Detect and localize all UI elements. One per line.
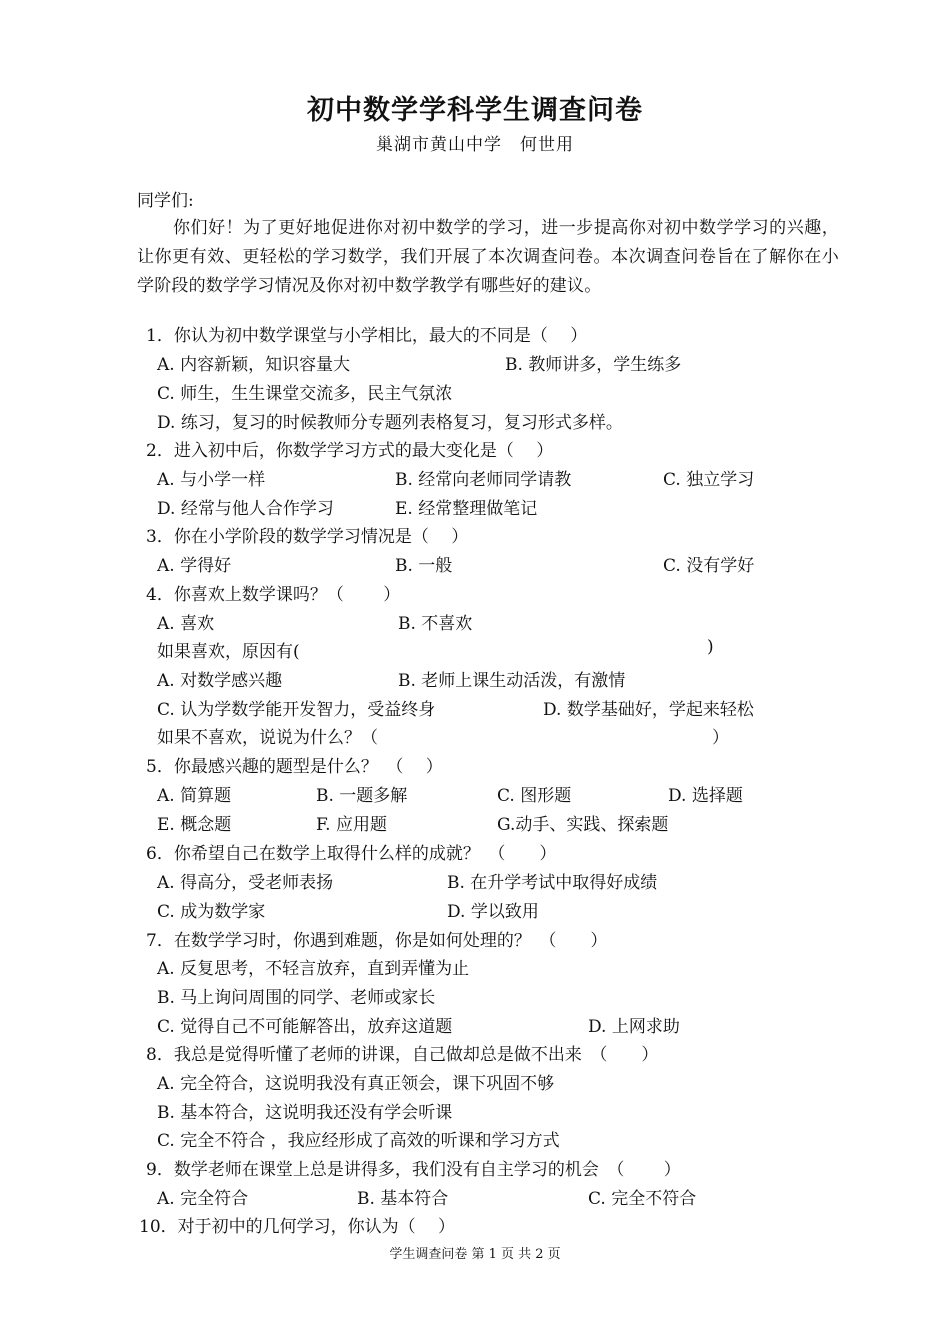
q7-option-c: C. 觉得自己不可能解答出，放弃这道题 [157, 1017, 453, 1037]
q3-option-c: C. 没有学好 [663, 556, 755, 576]
greeting: 同学们: [137, 191, 194, 211]
question-6: 6．你希望自己在数学上取得什么样的成就？ （ ） [146, 844, 557, 864]
intro-paragraph: 你们好！为了更好地促进你对初中数学的学习，进一步提高你对初中数学学习的兴趣，让你更有效、更轻松的学习数学，我们开展了本次调查问卷。本次调查问卷旨在了解你在小学阶段的数学学习情况及你对初中数学教学有哪些好的建议。 [137, 218, 839, 296]
q4-option-b: B. 不喜欢 [398, 614, 473, 634]
q1-option-c: C. 师生，生生课堂交流多，民主气氛浓 [157, 384, 453, 404]
q4-like-option-d: D. 数学基础好，学起来轻松 [543, 700, 754, 720]
author-line: 巢湖市黄山中学 何世用 [376, 135, 574, 155]
q5-option-e: E. 概念题 [157, 815, 232, 835]
q3-option-a: A. 学得好 [157, 556, 232, 576]
question-9: 9．数学老师在课堂上总是讲得多，我们没有自主学习的机会 （ ） [146, 1160, 681, 1180]
q1-option-b: B. 教师讲多，学生练多 [505, 355, 682, 375]
q4-like-option-b: B. 老师上课生动活泼，有激情 [398, 671, 626, 691]
question-3: 3．你在小学阶段的数学学习情况是（ ） [146, 527, 469, 547]
q5-option-a: A. 简算题 [157, 786, 232, 806]
question-4: 4．你喜欢上数学课吗？（ ） [146, 585, 401, 605]
q4-dislike-close: ） [712, 728, 729, 748]
q5-option-f: F. 应用题 [316, 815, 387, 835]
q6-option-a: A. 得高分，受老师表扬 [157, 873, 334, 893]
q5-option-d: D. 选择题 [668, 786, 743, 806]
q1-option-a: A. 内容新颖，知识容量大 [157, 355, 351, 375]
q8-option-b: B. 基本符合，这说明我还没有学会听课 [157, 1103, 453, 1123]
q8-option-a: A. 完全符合，这说明我没有真正领会，课下巩固不够 [157, 1074, 555, 1094]
q3-option-b: B. 一般 [395, 556, 453, 576]
q4-like-prompt: 如果喜欢，原因有( [157, 642, 300, 662]
q2-option-e: E. 经常整理做笔记 [395, 499, 538, 519]
q2-option-c: C. 独立学习 [663, 470, 755, 490]
question-2: 2．进入初中后，你数学学习方式的最大变化是（ ） [146, 441, 554, 461]
q5-option-c: C. 图形题 [497, 786, 572, 806]
page-footer: 学生调查问卷 第 1 页 共 2 页 [389, 1247, 561, 1262]
q7-option-d: D. 上网求助 [588, 1017, 680, 1037]
q9-option-a: A. 完全符合 [157, 1189, 249, 1209]
q6-option-b: B. 在升学考试中取得好成绩 [447, 873, 658, 893]
question-5: 5．你最感兴趣的题型是什么？ （ ） [146, 757, 443, 777]
q8-option-c: C. 完全不符合 ，我应经形成了高效的听课和学习方式 [157, 1131, 560, 1151]
q9-option-b: B. 基本符合 [357, 1189, 449, 1209]
q4-option-a: A. 喜欢 [157, 614, 215, 634]
question-7: 7．在数学学习时，你遇到难题，你是如何处理的？ （ ） [146, 931, 608, 951]
page-title: 初中数学学科学生调查问卷 [307, 95, 643, 126]
question-8: 8．我总是觉得听懂了老师的讲课，自己做却总是做不出来 （ ） [146, 1045, 659, 1065]
question-1: 1．你认为初中数学课堂与小学相比，最大的不同是（ ） [146, 326, 588, 346]
q1-option-d: D. 练习，复习的时候教师分专题列表格复习，复习形式多样。 [157, 413, 623, 433]
q4-dislike-prompt: 如果不喜欢，说说为什么？（ [157, 728, 378, 748]
q5-option-g: G.动手、实践、探索题 [497, 815, 669, 835]
q6-option-c: C. 成为数学家 [157, 902, 266, 922]
q7-option-a: A. 反复思考，不轻言放弃，直到弄懂为止 [157, 959, 470, 979]
q9-option-c: C. 完全不符合 [588, 1189, 697, 1209]
q2-option-d: D. 经常与他人合作学习 [157, 499, 334, 519]
q4-like-close: ) [707, 637, 714, 657]
q7-option-b: B. 马上询问周围的同学、老师或家长 [157, 988, 436, 1008]
question-10: 10．对于初中的几何学习，你认为（ ） [139, 1217, 456, 1237]
q2-option-a: A. 与小学一样 [157, 470, 266, 490]
q2-option-b: B. 经常向老师同学请教 [395, 470, 572, 490]
q4-like-option-a: A. 对数学感兴趣 [157, 671, 283, 691]
q6-option-d: D. 学以致用 [447, 902, 539, 922]
q5-option-b: B. 一题多解 [316, 786, 408, 806]
q4-like-option-c: C. 认为学数学能开发智力，受益终身 [157, 700, 436, 720]
